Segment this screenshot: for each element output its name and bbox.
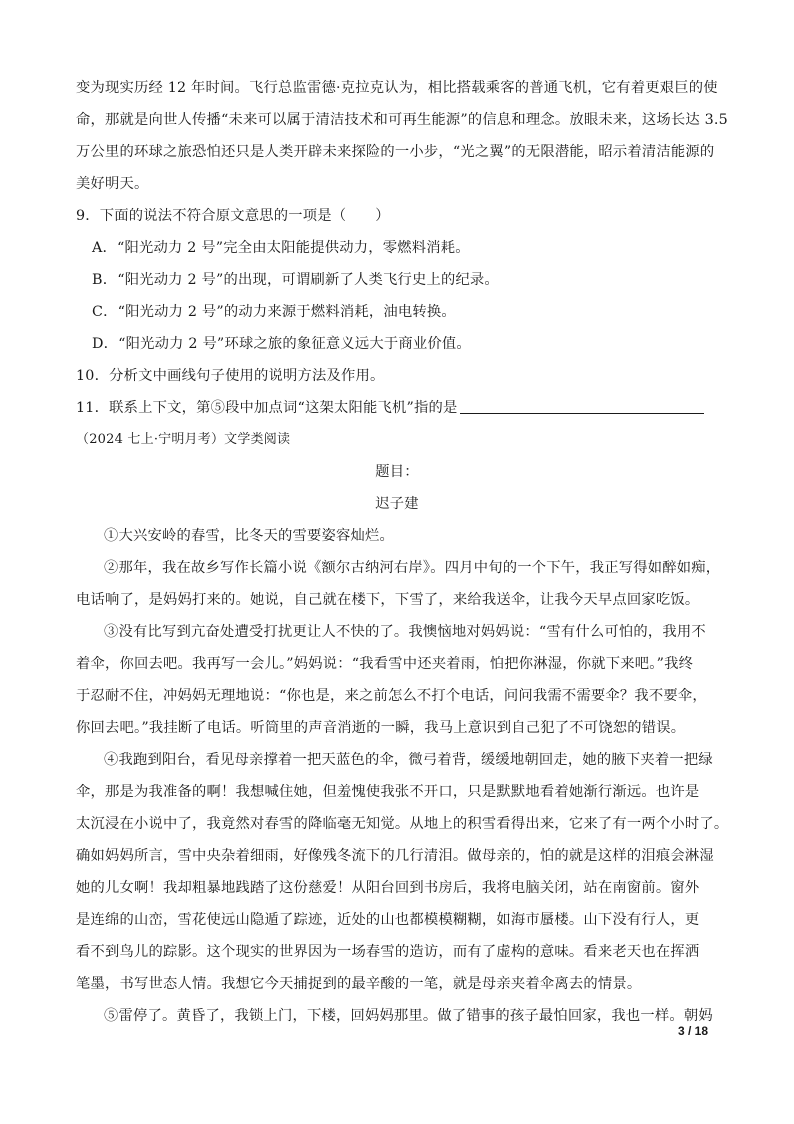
passage-line: 看不到鸟儿的踪影。这个现实的世界因为一场春雪的造访，而有了虚构的意味。看来老天也在挥洒 [76, 944, 700, 960]
question-9-option-d: D．“阳光动力 2 号”环球之旅的象征意义远大于商业价值。 [92, 336, 471, 352]
passage-line: 太沉浸在小说中了，我竟然对春雪的降临毫无知觉。从地上的积雪看得出来，它来了有一两个小时了。 [76, 816, 729, 832]
article-line: 万公里的环球之旅恐怕还只是人类开辟未来探险的一小步，“光之翼”的无限潜能，昭示着清洁能源的 [76, 144, 715, 160]
passage-author: 迟子建 [375, 496, 419, 512]
passage-line: 着伞，你回去吧。我再写一会儿。”妈妈说：“我看雪中还夹着雨，怕把你淋湿，你就下来吧。”我终 [76, 656, 694, 672]
article-line: 变为现实历经 12 年时间。飞行总监雷德·克拉克认为，相比搭载乘客的普通飞机，它有着更艰巨的使 [76, 80, 718, 96]
section-source: （2024 七上·宁明月考）文学类阅读 [76, 432, 291, 447]
question-11-text: 11．联系上下文，第⑤段中加点词“这架太阳能飞机”指的是 [76, 400, 458, 416]
passage-line: 笔墨，书写世态人情。我想它今天捕捉到的最辛酸的一笔，就是母亲夹着伞离去的情景。 [76, 976, 642, 992]
passage-line: 是连绵的山峦，雪花使远山隐遁了踪迹，近处的山也都模模糊糊，如海市蜃楼。山下没有行人，更 [76, 912, 700, 928]
passage-line: 她的儿女啊！我却粗暴地践踏了这份慈爱！从阳台回到书房后，我将电脑关闭，站在南窗前。窗外 [76, 880, 700, 896]
question-10: 10．分析文中画线句子使用的说明方法及作用。 [76, 368, 385, 384]
passage-line: ⑤雷停了。黄昏了，我锁上门，下楼，回妈妈那里。做了错事的孩子最怕回家，我也一样。朝妈 [104, 1008, 713, 1024]
question-9-option-b: B．“阳光动力 2 号”的出现，可谓刷新了人类飞行史上的纪录。 [92, 272, 499, 288]
article-line: 美好明天。 [76, 176, 149, 192]
passage-title: 题目： [375, 464, 419, 480]
passage-line: 你回去吧。”我挂断了电话。听筒里的声音消逝的一瞬，我马上意识到自己犯了不可饶恕的错误。 [76, 720, 686, 736]
passage-line: 伞，那是为我准备的啊！我想喊住她，但羞愧使我张不开口，只是默默地看着她渐行渐远。也许是 [76, 784, 700, 800]
passage-line: ③没有比写到亢奋处遭受打扰更让人不快的了。我懊恼地对妈妈说：“雪有什么可怕的，我用不 [104, 624, 706, 640]
passage-line: ②那年，我在故乡写作长篇小说《额尔古纳河右岸》。四月中旬的一个下午，我正写得如醉如痴， [104, 560, 721, 576]
page-number: 3 / 18 [677, 1024, 708, 1038]
question-9-option-c: C．“阳光动力 2 号”的动力来源于燃料消耗，油电转换。 [92, 304, 456, 320]
article-line: 命，那就是向世人传播“未来可以属于清洁技术和可再生能源”的信息和理念。放眼未来，这场长达 3.5 [76, 112, 728, 128]
question-9-option-a: A．“阳光动力 2 号”完全由太阳能提供动力，零燃料消耗。 [92, 240, 470, 256]
answer-blank [460, 412, 704, 414]
passage-line: 电话响了，是妈妈打来的。她说，自己就在楼下，下雪了，来给我送伞，让我今天早点回家吃饭。 [76, 592, 700, 608]
passage-line: ④我跑到阳台，看见母亲撑着一把天蓝色的伞，微弓着背，缓缓地朝回走，她的腋下夹着一把绿 [104, 752, 713, 768]
passage-line: ①大兴安岭的春雪，比冬天的雪要姿容灿烂。 [104, 528, 394, 544]
question-9-stem: 9．下面的说法不符合原文意思的一项是（ ） [76, 208, 390, 224]
passage-line: 于忍耐不住，冲妈妈无理地说：“你也是，来之前怎么不打个电话，问问我需不需要伞？我不要伞， [76, 688, 707, 704]
passage-line: 确如妈妈所言，雪中央杂着细雨，好像残冬流下的几行清泪。做母亲的，怕的就是这样的泪痕会淋湿 [76, 848, 714, 864]
question-11 [76, 398, 704, 418]
